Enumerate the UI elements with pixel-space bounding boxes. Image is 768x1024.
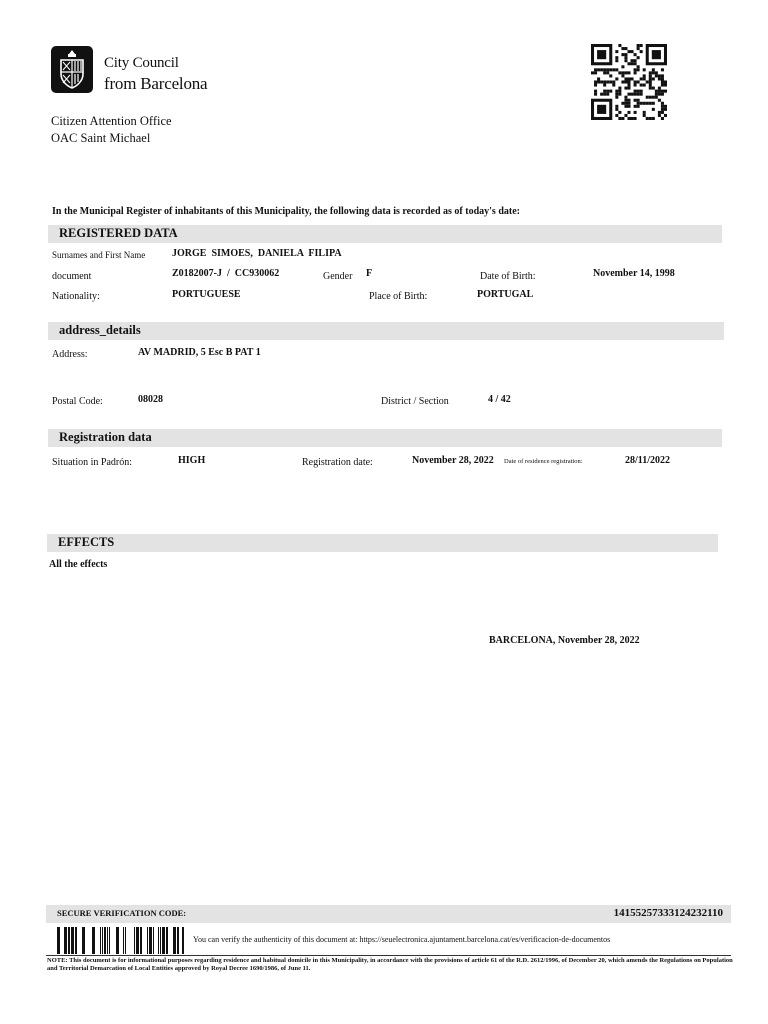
registration-title: Registration data xyxy=(59,430,152,444)
nationality-label: Nationality: xyxy=(52,291,100,302)
document-label: document xyxy=(52,271,92,282)
effects-value: All the effects xyxy=(49,559,108,570)
verify-text: You can verify the authenticity of this document at: https://seuelectronica.ajuntament.barcelona.cat/es/verificacion-de-documentos xyxy=(193,935,611,944)
registration-date-label: Registration date: xyxy=(302,457,373,468)
office-name: Citizen Attention Office xyxy=(51,114,172,128)
pob-value: PORTUGAL xyxy=(477,289,534,300)
barcode-icon xyxy=(54,927,186,954)
intro-text: In the Municipal Register of inhabitants of this Municipality, the following data is recorded as of today's date: xyxy=(52,206,520,217)
effects-title: EFFECTS xyxy=(58,535,115,549)
residence-date-label: Date of residence registration: xyxy=(504,458,583,465)
registered-data-header xyxy=(48,225,722,243)
dob-label: Date of Birth: xyxy=(480,271,536,282)
document-value: Z0182007-J / CC930062 xyxy=(172,268,280,279)
registered-data-title: REGISTERED DATA xyxy=(59,226,178,240)
address-label: Address: xyxy=(52,349,88,360)
registration-date-value: November 28, 2022 xyxy=(412,455,494,466)
effects-header xyxy=(47,534,718,552)
dob-value: November 14, 1998 xyxy=(593,268,675,279)
nationality-value: PORTUGUESE xyxy=(172,289,241,300)
situation-value: HIGH xyxy=(178,455,206,466)
name-value: JORGE SIMOES, DANIELA FILIPA xyxy=(172,248,342,259)
residence-date-value: 28/11/2022 xyxy=(625,455,671,466)
footer-divider xyxy=(46,955,731,956)
address-value: AV MADRID, 5 Esc B PAT 1 xyxy=(138,347,261,358)
district-value: 4 / 42 xyxy=(488,394,511,405)
situation-label: Situation in Padrón: xyxy=(52,457,132,468)
legal-note: NOTE: This document is for informational purposes regarding residence and habitual domicile in this Municipality, in accordance with the provisions of article 61 of the R.D. 2612/1996, of December 20, which amends the Regulations on Population and Territorial Demarcation of Local Entities approved by Royal Decree 1690/1986, of June 11. xyxy=(47,957,733,972)
office-branch: OAC Saint Michael xyxy=(51,131,151,145)
secure-code-value: 14155257333124232110 xyxy=(613,907,723,919)
postal-code-value: 08028 xyxy=(138,394,163,405)
org-name-line2: from Barcelona xyxy=(104,74,208,93)
pob-label: Place of Birth: xyxy=(369,291,428,302)
barcelona-shield-icon xyxy=(51,46,93,93)
org-name-line1: City Council xyxy=(104,55,179,71)
secure-code-label: SECURE VERIFICATION CODE: xyxy=(57,908,187,918)
address-title: address_details xyxy=(59,323,141,337)
gender-value: F xyxy=(366,268,373,279)
gender-label: Gender xyxy=(323,271,353,282)
qr-code-icon xyxy=(591,44,667,120)
name-label: Surnames and First Name xyxy=(52,250,146,260)
address-header xyxy=(48,322,724,340)
district-label: District / Section xyxy=(381,396,449,407)
registration-header xyxy=(48,429,722,447)
postal-code-label: Postal Code: xyxy=(52,396,103,407)
secure-code-bar xyxy=(46,905,731,923)
place-date: BARCELONA, November 28, 2022 xyxy=(489,635,640,646)
